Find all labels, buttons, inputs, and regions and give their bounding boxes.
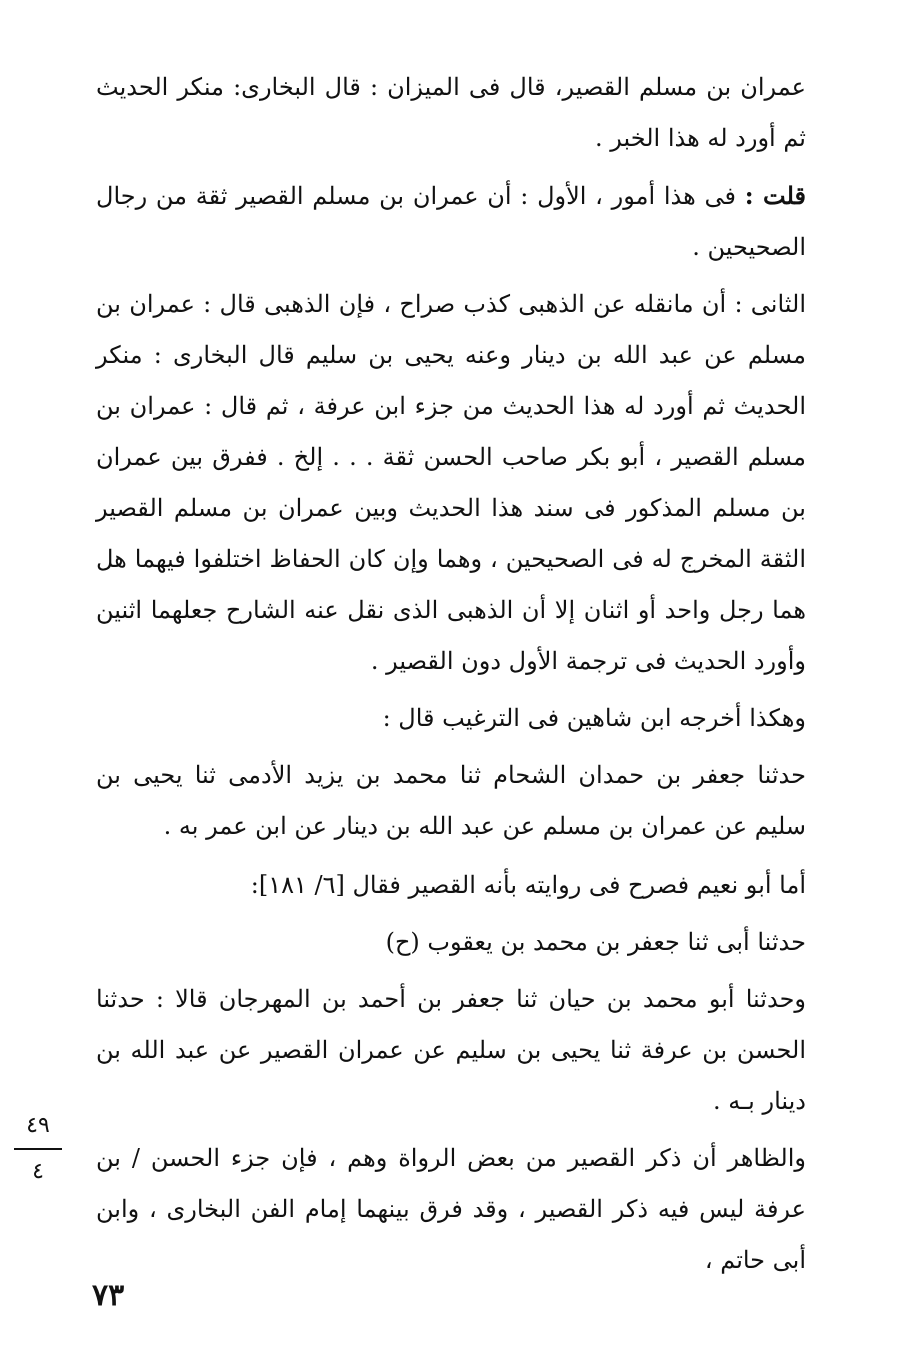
margin-note-bottom: ٤ (32, 1159, 44, 1184)
margin-note-top: ٤٩ (26, 1113, 50, 1138)
paragraph-4: وهكذا أخرجه ابن شاهين فى الترغيب قال : (382, 704, 806, 732)
paragraph-7: حدثنا أبى ثنا جعفر بن محمد بن يعقوب (ح) (385, 928, 806, 956)
paragraph-3: الثانى : أن مانقله عن الذهبى كذب صراح ، فإن الذهبى قال : عمران بن مسلم عن عبد الله بن دينار وعنه يحيى بن سليم قال البخارى : منكر الحديث ثم أورد له هذا الحديث من جزء ابن عرفة ، ثم قال : عمران بن مسلم القصير ، أبو بكر صاحب الحسن ثقة . . . إلخ . ففرق بين عمران بن مسلم المذكور فى سند هذا الحديث وبين عمران بن مسلم القصير الثقة المخرج له فى الصحيحين ، وهما وإن كان الحفاظ اختلفوا فيهما هل هما رجل واحد أو اثنان إلا أن الذهبى الذى نقل عنه الشارح جعلهما اثنين وأورد الحديث فى ترجمة الأول دون القصير . (96, 290, 806, 675)
page-number: ٧٣ (92, 1278, 125, 1313)
margin-note (8, 1112, 68, 1186)
paragraph-2 (96, 170, 806, 273)
paragraph-9: والظاهر أن ذكر القصير من بعض الرواة وهم ، فإن جزء الحسن / بن عرفة ليس فيه ذكر القصير ، وقد فرق بينهما إمام الفن البخارى ، وابن أبى حاتم ، (96, 1144, 806, 1274)
paragraph-1: عمران بن مسلم القصير، قال فى الميزان : قال البخارى: منكر الحديث ثم أورد له هذا الخبر . (96, 73, 806, 152)
page-body (96, 62, 806, 1292)
paragraph-8: وحدثنا أبو محمد بن حيان ثنا جعفر بن أحمد بن المهرجان قالا : حدثنا الحسن بن عرفة ثنا يحيى بن سليم عن عمران القصير عن عبد الله بن دينار بـه . (96, 985, 807, 1115)
paragraph-2-text: فى هذا أمور ، الأول : أن عمران بن مسلم القصير ثقة من رجال الصحيحين . (96, 182, 806, 261)
paragraph-5: حدثنا جعفر بن حمدان الشحام ثنا محمد بن يزيد الأدمى ثنا يحيى بن سليم عن عمران بن مسلم عن عبد الله بن دينار عن ابن عمر به . (96, 761, 806, 840)
paragraph-6: أما أبو نعيم فصرح فى روايته بأنه القصير فقال [٦/ ١٨١]: (250, 871, 806, 899)
margin-note-rule (14, 1148, 62, 1150)
qult-label: قلت : (744, 181, 806, 210)
